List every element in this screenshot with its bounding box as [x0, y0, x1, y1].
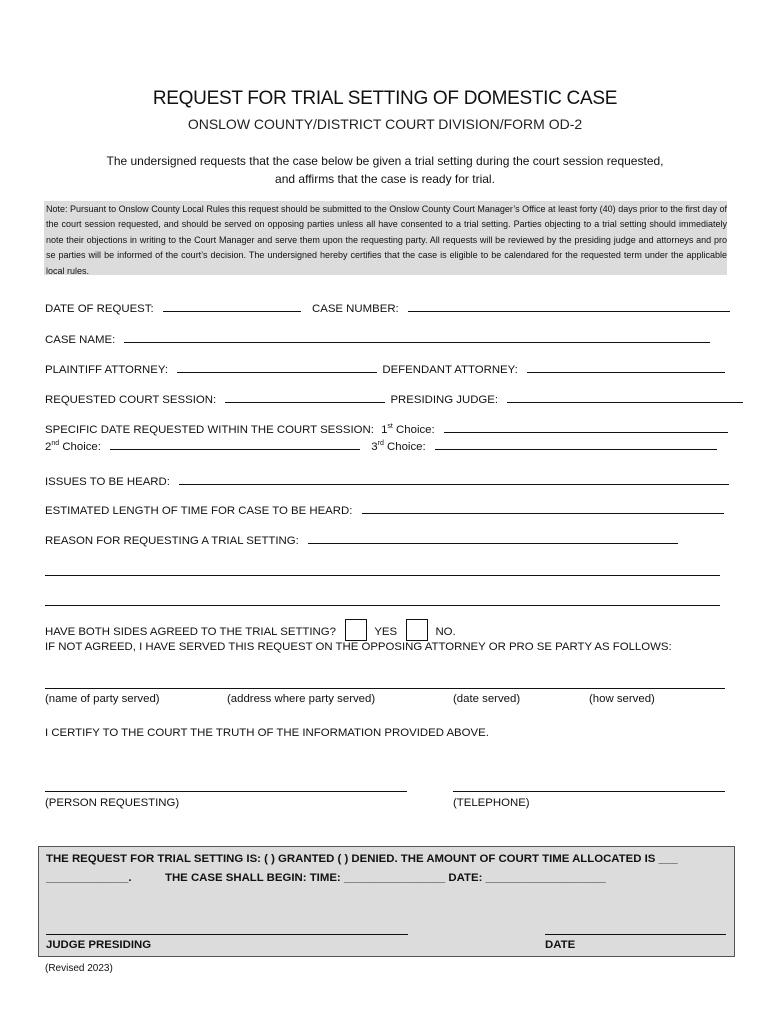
- reason-field[interactable]: [308, 532, 678, 544]
- date-case-number-row: [45, 300, 730, 315]
- certify-text: I CERTIFY TO THE COURT THE TRUTH OF THE INFORMATION PROVIDED ABOVE.: [45, 727, 489, 739]
- specific-date-row: [45, 421, 728, 436]
- revised-note: (Revised 2023): [45, 963, 113, 974]
- agreement-row: [45, 623, 456, 641]
- issues-row: [45, 473, 729, 488]
- note-box: Note: Pursuant to Onslow County Local Rules this request should be submitted to the Onslow County Court Manager’s Office at least forty (40) days prior to the first day of the court session requested, and should be served on opposing parties unless all have consented to a trial setting. Parties objecting to a trial setting should immediately note their objections in writing to the Court Manager and serve them upon the requesting party. All requests will be reviewed by the presiding judge and attorneys and pro se parties will be informed of the court’s decision. The undersigned hereby certifies that the case is eligible to be calendared for the requested term under the applicable local rules.: [44, 201, 727, 275]
- reason-row: [45, 532, 678, 547]
- person-requesting-line[interactable]: [45, 791, 407, 792]
- telephone-line[interactable]: [453, 791, 725, 792]
- date-served-label: (date served): [453, 693, 521, 705]
- specific-date-label: SPECIFIC DATE REQUESTED WITHIN THE COURT SESSION:: [45, 424, 374, 436]
- judge-signature-line[interactable]: [46, 934, 408, 935]
- no-label: NO.: [435, 626, 456, 639]
- defendant-attorney-label: DEFENDANT ATTORNEY:: [382, 364, 518, 376]
- form-title: REQUEST FOR TRIAL SETTING OF DOMESTIC CASE: [152, 88, 618, 109]
- presiding-judge-label: PRESIDING JUDGE:: [390, 394, 499, 406]
- third-choice-label: 3rd Choice:: [371, 440, 426, 453]
- yes-checkbox[interactable]: [345, 619, 367, 641]
- case-name-field[interactable]: [124, 331, 710, 343]
- allocated-time-blank: _____________.: [46, 872, 132, 884]
- no-checkbox[interactable]: [406, 619, 428, 641]
- attorneys-row: [45, 361, 725, 376]
- judge-presiding-label: JUDGE PRESIDING: [46, 939, 152, 951]
- telephone-label: (TELEPHONE): [453, 797, 530, 809]
- person-requesting-label: (PERSON REQUESTING): [45, 797, 180, 809]
- served-line[interactable]: [45, 688, 725, 689]
- third-choice-field[interactable]: [435, 438, 717, 450]
- plaintiff-attorney-label: PLAINTIFF ATTORNEY:: [45, 364, 168, 376]
- first-choice-label: 1st Choice:: [381, 423, 435, 436]
- other-choices-row: [45, 438, 717, 453]
- estimated-length-label: ESTIMATED LENGTH OF TIME FOR CASE TO BE HEARD:: [45, 505, 353, 517]
- defendant-attorney-field[interactable]: [527, 361, 725, 373]
- case-name-label: CASE NAME:: [45, 334, 116, 346]
- reason-label: REASON FOR REQUESTING A TRIAL SETTING:: [45, 535, 299, 547]
- how-served-label: (how served): [589, 693, 655, 705]
- plaintiff-attorney-field[interactable]: [177, 361, 377, 373]
- presiding-judge-field[interactable]: [507, 391, 743, 403]
- address-served-label: (address where party served): [227, 693, 376, 705]
- reason-line-1[interactable]: [45, 575, 720, 576]
- second-choice-field[interactable]: [110, 438, 360, 450]
- decision-line: THE REQUEST FOR TRIAL SETTING IS: ( ) GRANTED ( ) DENIED. THE AMOUNT OF COURT TIME ALLOCATED IS ___: [46, 853, 678, 865]
- session-judge-row: [45, 391, 743, 406]
- judge-date-line[interactable]: [545, 934, 726, 935]
- case-number-field[interactable]: [408, 300, 730, 312]
- first-choice-field[interactable]: [444, 421, 728, 433]
- issues-field[interactable]: [179, 473, 729, 485]
- not-agreed-text: IF NOT AGREED, I HAVE SERVED THIS REQUEST ON THE OPPOSING ATTORNEY OR PRO SE PARTY AS FOLLOWS:: [45, 641, 672, 653]
- judge-decision-box: [38, 846, 735, 957]
- case-name-row: [45, 331, 710, 346]
- intro-line-2: and affirms that the case is ready for trial.: [275, 172, 495, 186]
- estimated-length-field[interactable]: [362, 502, 724, 514]
- reason-line-2[interactable]: [45, 605, 720, 606]
- name-served-label: (name of party served): [45, 693, 160, 705]
- agreement-question: HAVE BOTH SIDES AGREED TO THE TRIAL SETTING?: [45, 626, 336, 639]
- date-of-request-label: DATE OF REQUEST:: [45, 303, 154, 315]
- judge-date-label: DATE: [545, 939, 576, 951]
- requested-court-session-field[interactable]: [225, 391, 385, 403]
- estimated-length-row: [45, 502, 724, 517]
- yes-label: YES: [374, 626, 398, 639]
- intro-line-1: The undersigned requests that the case below be given a trial setting during the court session requested,: [106, 154, 664, 168]
- issues-label: ISSUES TO BE HEARD:: [45, 476, 170, 488]
- date-of-request-field[interactable]: [163, 300, 301, 312]
- requested-court-session-label: REQUESTED COURT SESSION:: [45, 394, 217, 406]
- second-choice-label: 2nd Choice:: [45, 440, 101, 453]
- case-number-label: CASE NUMBER:: [312, 303, 399, 315]
- case-begin-line: THE CASE SHALL BEGIN: TIME: ________________ DATE: ___________________: [165, 872, 606, 884]
- form-subtitle: ONSLOW COUNTY/DISTRICT COURT DIVISION/FORM OD-2: [187, 116, 583, 132]
